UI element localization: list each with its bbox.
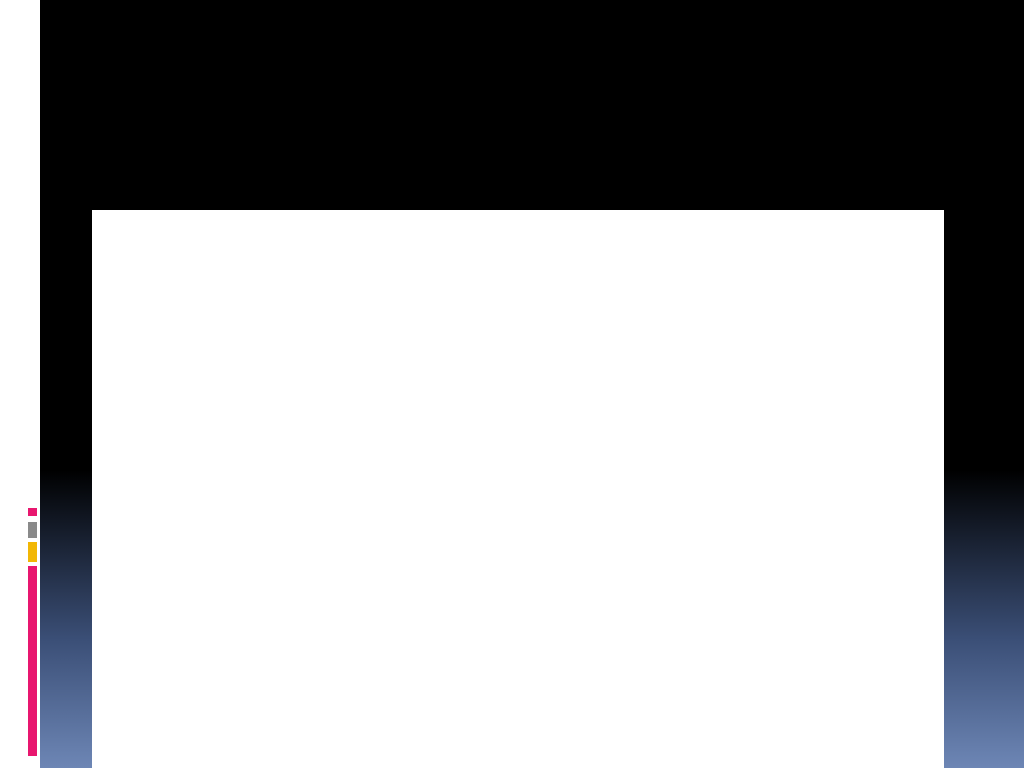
- decorative-bars-white: [22, 52, 40, 114]
- scanned-document: [92, 210, 944, 768]
- decorative-accent-bars: [28, 508, 38, 758]
